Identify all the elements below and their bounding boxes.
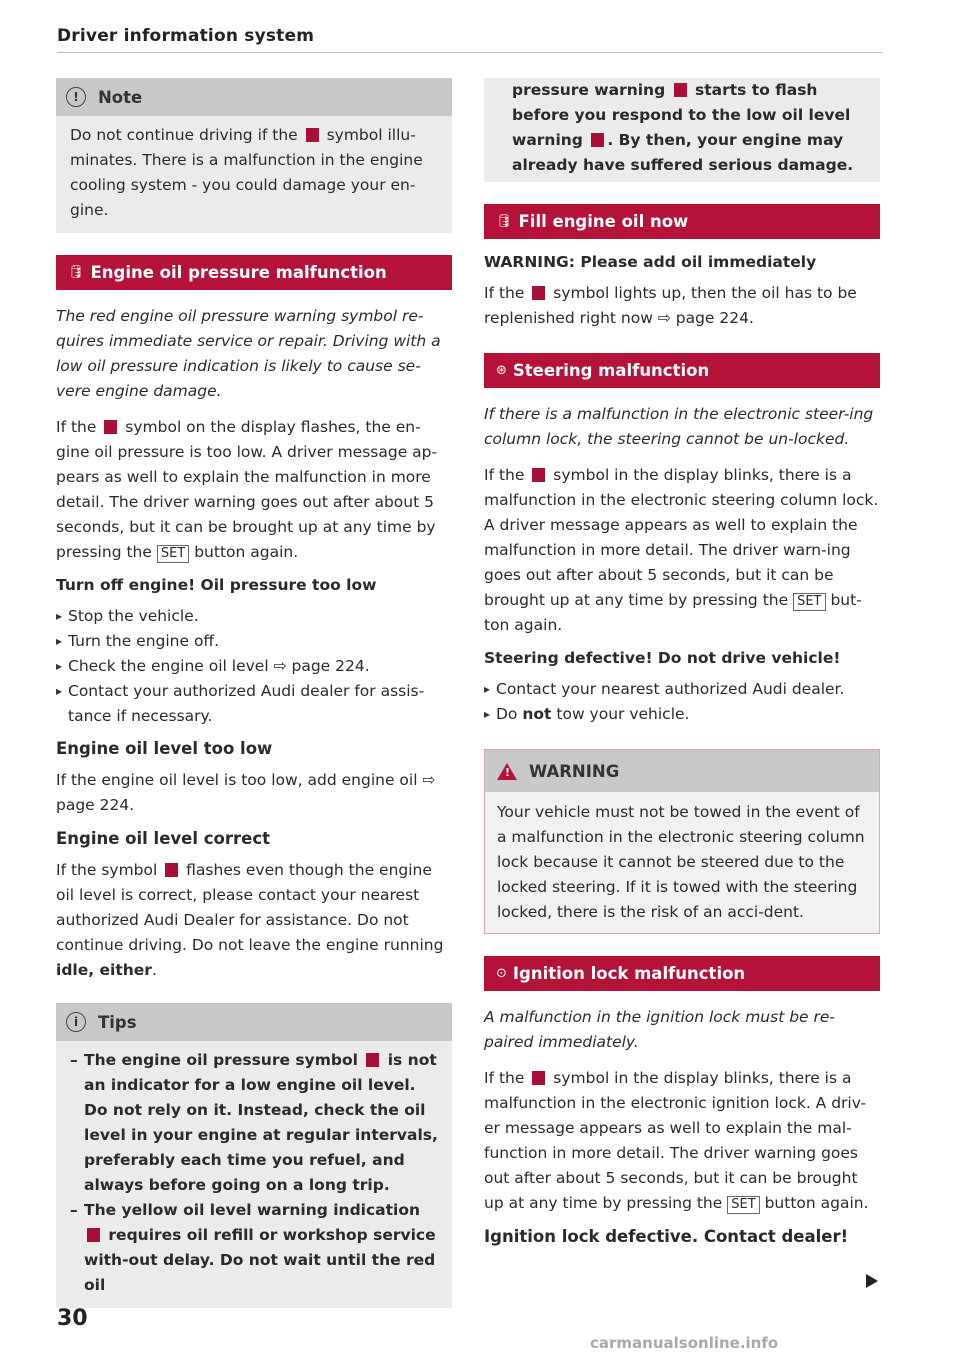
info-icon: i — [66, 1012, 86, 1032]
ignition-paragraph — [484, 1066, 880, 1216]
set-key: SET — [793, 593, 825, 611]
tc-a: pressure warning — [512, 81, 666, 99]
set-key: SET — [157, 545, 189, 563]
list-item: ▸ Contact your authorized Audi dealer for assis-tance if necessary. — [56, 679, 452, 729]
op-p1-a: If the — [56, 418, 97, 436]
tc-b: starts to flash before you respond to the low oil level warning — [512, 81, 851, 149]
ignition-symbol-icon — [532, 1071, 545, 1085]
oil-can-icon: 🛢 — [68, 265, 85, 280]
warning-text: Your vehicle must not be towed in the event of a malfunction in the electronic steering column lock because it cannot be steered due to the locked steering. If it is towed with the steering locked, there is the risk of an acci-dent. — [497, 803, 865, 921]
set-key: SET — [727, 1196, 759, 1214]
oil-pressure-symbol-icon — [104, 420, 117, 434]
warning-title: WARNING — [529, 761, 620, 781]
ig-a: If the — [484, 1069, 525, 1087]
list-item — [70, 1198, 438, 1298]
steering-lead: If there is a malfunction in the electronic steer-ing column lock, the steering cannot be un-locked. — [484, 405, 874, 448]
steering-lock-icon: ⊛ — [496, 363, 507, 378]
ignition-key-icon: ⊙ — [496, 966, 507, 981]
op-p1-b: symbol on the display flashes, the en-gine oil pressure is too low. A driver message ap-pears as well to explain the malfunction in more detail. The driver warning goes out after about 5 seconds, but it can be brought up at any time by pressing the — [56, 418, 438, 561]
tips-header — [56, 1003, 452, 1041]
oil-pressure-paragraph — [56, 415, 452, 565]
note-box — [56, 78, 452, 233]
watermark: carmanualsonline.info — [590, 1334, 779, 1352]
tips-continued-text — [484, 78, 880, 182]
warning-header — [485, 750, 879, 792]
steering-paragraph — [484, 463, 880, 638]
tip2-a: The yellow oil level warning indication — [84, 1201, 421, 1219]
tips-title: Tips — [98, 1012, 137, 1032]
oil-level-symbol-icon — [87, 1228, 100, 1242]
tip1-b: is not an indicator for a low engine oil level. Do not rely on it. Instead, check the oil level in your engine at regular intervals, preferably each time you refuel, and always before going on a long trip. — [84, 1051, 438, 1194]
tips-body — [56, 1041, 452, 1308]
tips-box — [56, 1003, 452, 1308]
olc-a: If the symbol — [56, 861, 158, 879]
list-item — [484, 702, 880, 727]
ignition-subheading: Ignition lock defective. Contact dealer! — [484, 1227, 849, 1246]
st-c: but-ton again. — [484, 591, 862, 634]
oil-level-correct-text — [56, 858, 452, 983]
olc-bold: idle, either — [56, 961, 152, 979]
oil-level-symbol-icon — [591, 133, 604, 147]
tip2-b: requires oil refill or workshop service with-out delay. Do not wait until the red oil — [84, 1226, 436, 1294]
warning-triangle-icon — [497, 763, 517, 780]
ig-b: symbol in the display blinks, there is a malfunction in the electronic ignition lock. A driv-er message appears as well to explain the mal-function in more detail. The driver warning goes out after about 5 seconds, but it can be brought up at any time by pressing the — [484, 1069, 867, 1212]
coolant-temperature-icon — [306, 128, 319, 142]
section-fill-oil — [484, 204, 880, 239]
oil-level-symbol-icon — [532, 286, 545, 300]
oil-pressure-steps — [56, 604, 452, 729]
st2-a: Do — [496, 705, 518, 723]
ignition-lead: A malfunction in the ignition lock must be re-paired immediately. — [484, 1008, 836, 1051]
section-fill-oil-title: Fill engine oil now — [518, 212, 689, 231]
section-steering-title: Steering malfunction — [512, 361, 710, 380]
list-item — [70, 1048, 438, 1198]
oil-level-icon: 🛢 — [496, 214, 513, 229]
olc-b: flashes even though the engine oil level is correct, please contact your nearest authorized Audi Dealer for assistance. Do not continue driving. Do not leave the engine running — [56, 861, 444, 954]
tc-c: . By then, your engine may already have suffered serious damage. — [512, 131, 854, 174]
st2-b: tow your vehicle. — [556, 705, 690, 723]
header-divider — [57, 52, 882, 53]
fill-oil-text — [484, 281, 880, 331]
left-column — [56, 78, 452, 1308]
oil-pressure-symbol-icon — [674, 83, 687, 97]
section-ignition-title: Ignition lock malfunction — [512, 964, 746, 983]
olc-end: . — [151, 961, 157, 979]
ig-c: button again. — [764, 1194, 869, 1212]
warning-box — [484, 749, 880, 934]
section-ignition — [484, 956, 880, 991]
oil-pressure-symbol-icon — [366, 1053, 379, 1067]
list-item: ▸ Contact your nearest authorized Audi dealer. — [484, 677, 880, 702]
tips-list — [70, 1048, 438, 1298]
list-item: ▸ Check the engine oil level ⇨ page 224. — [56, 654, 452, 679]
list-item: ▸ Stop the vehicle. — [56, 604, 452, 629]
steering-subheading: Steering defective! Do not drive vehicle! — [484, 649, 841, 667]
oil-pressure-subheading: Turn off engine! Oil pressure too low — [56, 576, 377, 594]
right-column — [484, 78, 880, 1256]
fill-oil-subheading: WARNING: Please add oil immediately — [484, 253, 817, 271]
page-number: 30 — [57, 1306, 88, 1331]
st-b: symbol in the display blinks, there is a malfunction in the electronic steering column lock. A driver message appears as well to explain the malfunction in more detail. The driver warn-ing goes out after about 5 seconds, but it can be brought up at any time by pressing the — [484, 466, 879, 609]
oil-pressure-symbol-icon — [165, 863, 178, 877]
note-text-b: symbol illu-minates. There is a malfunction in the engine cooling system - you could damage your en-gine. — [70, 126, 423, 219]
tip1-a: The engine oil pressure symbol — [84, 1051, 358, 1069]
oil-level-correct-heading: Engine oil level correct — [56, 829, 271, 848]
section-steering — [484, 353, 880, 388]
tips-continued-box — [484, 78, 880, 182]
steering-steps — [484, 677, 880, 727]
note-text — [56, 116, 452, 233]
oil-level-low-text: If the engine oil level is too low, add engine oil ⇨ page 224. — [56, 771, 436, 814]
st-a: If the — [484, 466, 525, 484]
exclamation-icon: ! — [66, 87, 86, 107]
st2-bold: not — [522, 705, 552, 723]
fo-a: If the — [484, 284, 525, 302]
list-item: ▸ Turn the engine off. — [56, 629, 452, 654]
page-header-title: Driver information system — [57, 26, 315, 46]
continue-arrow-icon — [866, 1274, 878, 1288]
fo-b: symbol lights up, then the oil has to be replenished right now ⇨ page 224. — [484, 284, 857, 327]
note-text-a: Do not continue driving if the — [70, 126, 298, 144]
oil-pressure-lead: The red engine oil pressure warning symbol re-quires immediate service or repair. Driving with a low oil pressure indication is likely to cause se-vere engine damage. — [56, 307, 441, 400]
op-p1-c: button again. — [194, 543, 299, 561]
oil-level-low-heading: Engine oil level too low — [56, 739, 273, 758]
note-header — [56, 78, 452, 116]
steering-symbol-icon — [532, 468, 545, 482]
note-title: Note — [98, 87, 143, 107]
section-oil-pressure — [56, 255, 452, 290]
section-oil-pressure-title: Engine oil pressure malfunction — [90, 263, 387, 282]
